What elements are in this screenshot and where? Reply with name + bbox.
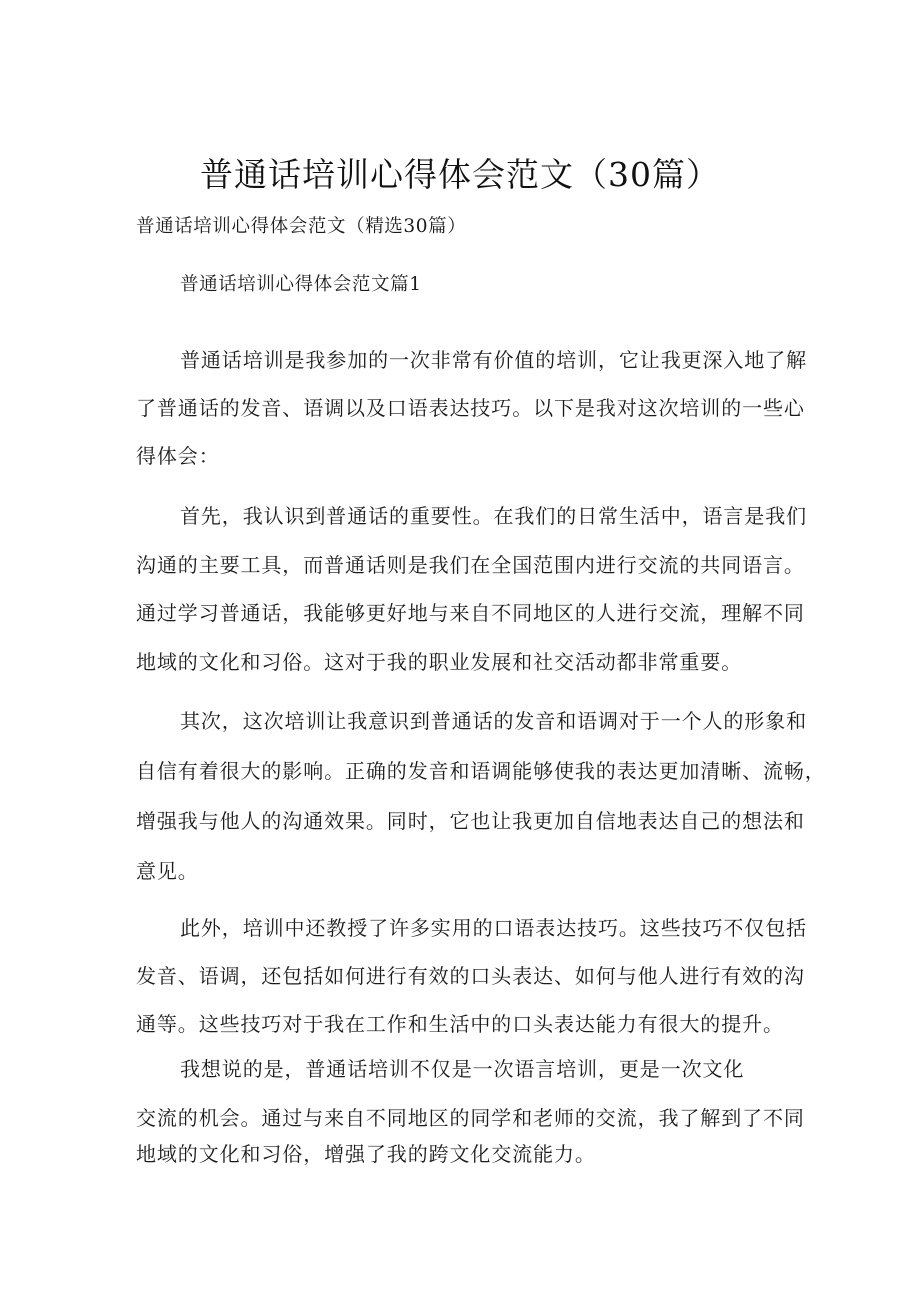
paragraph-line: 通等。这些技巧对于我在工作和生活中的口头表达能力有很大的提升。 [136, 1012, 784, 1036]
document-subtitle: 普通话培训心得体会范文（精选30篇） [136, 216, 467, 237]
paragraph-line: 通过学习普通话，我能够更好地与来自不同地区的人进行交流，理解不同 [136, 601, 805, 625]
paragraph-4 [136, 904, 807, 1048]
paragraph-5 [136, 1100, 805, 1172]
paragraph-line: 此外，培训中还教授了许多实用的口语表达技巧。这些技巧不仅包括 [180, 916, 807, 940]
paragraph-line: 交流的机会。通过与来自不同地区的同学和老师的交流，我了解到了不同 [136, 1106, 805, 1130]
paragraph-line: 其次，这次培训让我意识到普通话的发音和语调对于一个人的形象和 [180, 709, 807, 733]
section-heading: 普通话培训心得体会范文篇1 [180, 274, 422, 295]
paragraph-5-first-line [136, 1052, 784, 1086]
paragraph-line: 地域的文化和习俗。这对于我的职业发展和社交活动都非常重要。 [136, 649, 743, 674]
paragraph-1 [136, 336, 807, 480]
paragraph-line: 了普通话的发音、语调以及口语表达技巧。以下是我对这次培训的一些心 [136, 396, 805, 420]
paragraph-line: 我想说的是，普通话培训不仅是一次语言培训，更是一次文化 [180, 1057, 745, 1081]
document-title: 普通话培训心得体会范文（30篇） [200, 155, 720, 194]
paragraph-line: 自信有着很大的影响。正确的发音和语调能够使我的表达更加清晰、流畅， [136, 759, 826, 783]
paragraph-line: 沟通的主要工具，而普通话则是我们在全国范围内进行交流的共同语言。 [136, 552, 805, 577]
paragraph-line: 意见。 [136, 859, 199, 883]
paragraph-2 [136, 492, 807, 686]
paragraph-line: 得体会： [136, 444, 220, 468]
paragraph-line: 首先，我认识到普通话的重要性。在我们的日常生活中，语言是我们 [180, 504, 807, 528]
paragraph-3 [136, 696, 826, 896]
paragraph-line: 地域的文化和习俗，增强了我的跨文化交流能力。 [136, 1142, 596, 1166]
paragraph-line: 普通话培训是我参加的一次非常有价值的培训，它让我更深入地了解 [180, 348, 807, 372]
paragraph-line: 增强我与他人的沟通效果。同时，它也让我更加自信地表达自己的想法和 [136, 809, 805, 833]
paragraph-line: 发音、语调，还包括如何进行有效的口头表达、如何与他人进行有效的沟 [136, 964, 805, 988]
